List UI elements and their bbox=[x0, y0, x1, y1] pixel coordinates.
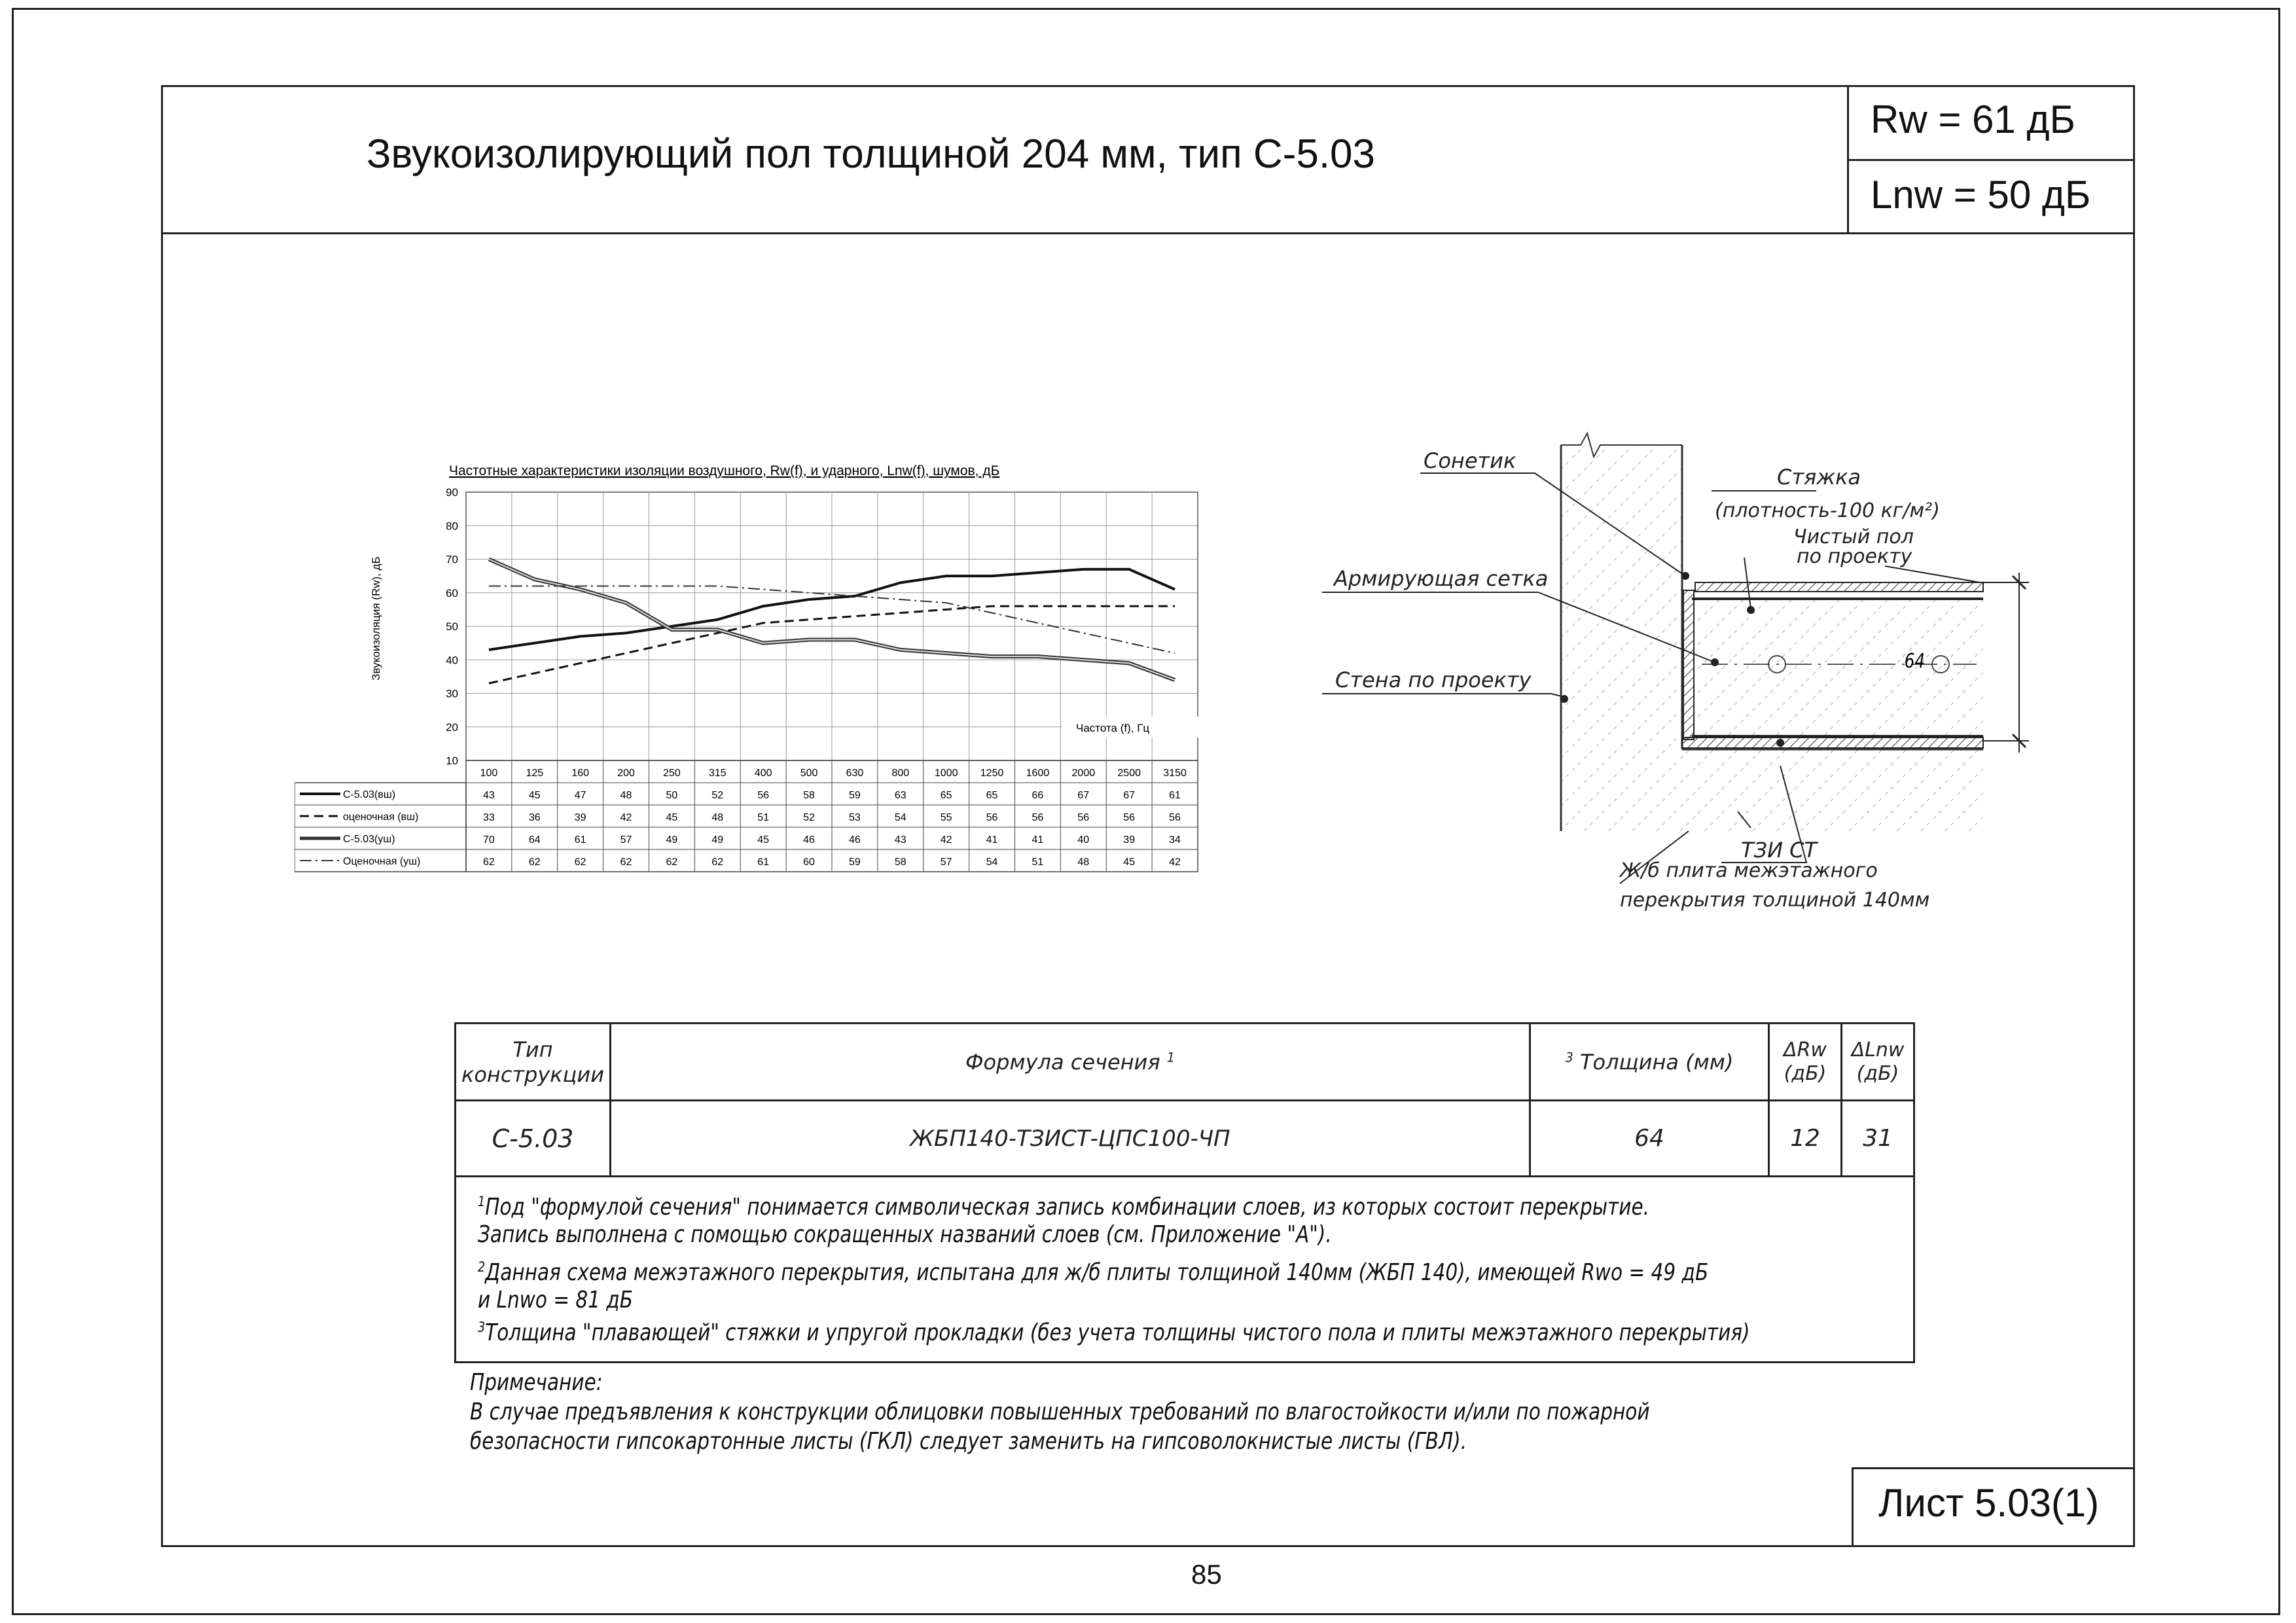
y-tick-label: 80 bbox=[446, 520, 458, 533]
data-label: 56 bbox=[986, 812, 998, 823]
data-label: 56 bbox=[1077, 812, 1090, 823]
data-label: 61 bbox=[1169, 789, 1181, 801]
finish-floor bbox=[1695, 582, 1983, 592]
y-tick-label: 70 bbox=[446, 553, 458, 566]
page-title: Звукоизолирующий пол толщиной 204 мм, тип С-5.03 bbox=[367, 132, 1376, 177]
x-tick-label: 1250 bbox=[980, 767, 1004, 779]
x-tick-label: 160 bbox=[571, 767, 590, 779]
label-density: (плотность-100 кг/м²) bbox=[1715, 499, 1940, 522]
rw-value: Rw = 61 дБ bbox=[1871, 98, 2075, 141]
dimension-lines bbox=[1983, 573, 2029, 753]
data-label: 67 bbox=[1123, 789, 1136, 801]
header-type-line1: Тип bbox=[512, 1037, 553, 1062]
data-label: 62 bbox=[483, 856, 495, 868]
remark-heading: Примечание: bbox=[470, 1369, 603, 1396]
data-label: 61 bbox=[574, 834, 586, 846]
data-label: 57 bbox=[620, 834, 632, 846]
data-label: 50 bbox=[666, 789, 678, 801]
y-tick-label: 30 bbox=[446, 687, 458, 700]
data-label: 62 bbox=[711, 856, 724, 868]
header-drw bbox=[1769, 1024, 1842, 1101]
x-tick-label: 500 bbox=[800, 767, 818, 779]
cell-formula: ЖБП140-ТЗИСТ-ЦПС100-ЧП bbox=[611, 1101, 1530, 1177]
page-number: 85 bbox=[1191, 1559, 1222, 1590]
header-formula bbox=[611, 1024, 1530, 1101]
data-label: 48 bbox=[1077, 856, 1090, 868]
data-label: 42 bbox=[940, 834, 952, 846]
x-tick-label: 1600 bbox=[1026, 767, 1050, 779]
data-label: 49 bbox=[666, 834, 678, 846]
note-1-mark: 1 bbox=[478, 1194, 486, 1210]
data-label: 45 bbox=[528, 789, 541, 801]
data-label: 58 bbox=[894, 856, 906, 868]
data-label: 39 bbox=[574, 812, 586, 823]
cell-thickness: 64 bbox=[1530, 1101, 1769, 1177]
data-label: 56 bbox=[1031, 812, 1044, 823]
header-type-line2: конструкции bbox=[461, 1061, 604, 1087]
data-label: 62 bbox=[620, 856, 632, 868]
header-thickness bbox=[1530, 1024, 1769, 1101]
footnotes bbox=[478, 1186, 1750, 1349]
data-label: 41 bbox=[986, 834, 998, 846]
sheet-number: Лист 5.03(1) bbox=[1878, 1481, 2100, 1525]
data-label: 43 bbox=[894, 834, 906, 846]
x-tick-label: 630 bbox=[846, 767, 864, 779]
chart-title: Частотные характеристики изоляции воздушного, Rw(f), и ударного, Lnw(f), шумов, дБ bbox=[449, 463, 1000, 478]
data-label: 34 bbox=[1169, 834, 1181, 846]
data-label: 52 bbox=[711, 789, 724, 801]
note-1b: Запись выполнена с помощью сокращенных названий слоев (см. Приложение "А"). bbox=[478, 1221, 1332, 1248]
x-tick-label: 800 bbox=[891, 767, 910, 779]
data-label: 46 bbox=[849, 834, 861, 846]
rw-divider bbox=[1847, 159, 2135, 161]
leader-wall bbox=[1322, 694, 1564, 697]
label-wall: Стена по проекту bbox=[1335, 668, 1532, 692]
data-label: 64 bbox=[528, 834, 541, 846]
chart-x-label: Частота (f), Гц bbox=[1076, 722, 1150, 734]
data-label: 41 bbox=[1031, 834, 1044, 846]
legend-label-2: С-5.03(уш) bbox=[343, 834, 395, 846]
dot-screed bbox=[1747, 606, 1755, 614]
data-label: 40 bbox=[1077, 834, 1090, 846]
data-label: 65 bbox=[986, 789, 998, 801]
dot-mesh bbox=[1711, 658, 1719, 666]
data-label: 54 bbox=[986, 856, 998, 868]
data-label: 46 bbox=[803, 834, 815, 846]
data-label: 67 bbox=[1077, 789, 1090, 801]
data-label: 52 bbox=[803, 812, 815, 823]
data-label: 51 bbox=[757, 812, 770, 823]
header-drw-line1: ΔRw bbox=[1784, 1038, 1827, 1061]
data-label: 61 bbox=[757, 856, 770, 868]
y-tick-label: 90 bbox=[446, 486, 458, 499]
data-label: 65 bbox=[940, 789, 952, 801]
chart-data-table bbox=[295, 760, 1198, 872]
data-label: 42 bbox=[620, 812, 632, 823]
frequency-chart bbox=[295, 452, 1211, 883]
concrete-slab bbox=[1682, 749, 1983, 831]
screed bbox=[1695, 599, 1983, 736]
legend-label-3: Оценочная (уш) bbox=[343, 856, 421, 868]
x-tick-label: 200 bbox=[617, 767, 635, 779]
cell-type: С-5.03 bbox=[456, 1101, 611, 1177]
note-2-mark: 2 bbox=[478, 1259, 486, 1275]
dimension-64: 64 bbox=[1904, 650, 1926, 673]
x-tick-label: 1000 bbox=[934, 767, 958, 779]
data-label: 66 bbox=[1031, 789, 1044, 801]
note-3-mark: 3 bbox=[478, 1319, 486, 1336]
y-tick-label: 50 bbox=[446, 620, 458, 633]
header-thickness-note: 3 bbox=[1565, 1049, 1573, 1065]
data-label: 48 bbox=[620, 789, 632, 801]
x-tick-label: 250 bbox=[663, 767, 681, 779]
label-floor-2: по проекту bbox=[1797, 545, 1912, 568]
data-label: 58 bbox=[803, 789, 815, 801]
x-tick-label: 315 bbox=[708, 767, 726, 779]
label-styazhka: Стяжка bbox=[1777, 465, 1861, 490]
note-2a-text: Данная схема межэтажного перекрытия, испытана для ж/б плиты толщиной 140мм (ЖБП 140), имеющей Rwo = 49 дБ bbox=[485, 1259, 1709, 1286]
legend-label-1: оценочная (вш) bbox=[343, 812, 419, 823]
data-label: 39 bbox=[1123, 834, 1136, 846]
data-label: 62 bbox=[528, 856, 541, 868]
remark-line-1: В случае предъявления к конструкции облицовки повышенных требований по влагостойкости и/или по пожарной bbox=[470, 1399, 1650, 1425]
data-label: 53 bbox=[849, 812, 861, 823]
dot-sonetik bbox=[1681, 572, 1689, 580]
header-dlnw-line2: (дБ) bbox=[1856, 1061, 1899, 1085]
data-label: 54 bbox=[894, 812, 906, 823]
header-formula-text: Формула сечения bbox=[965, 1049, 1160, 1075]
data-label: 43 bbox=[483, 789, 495, 801]
data-label: 62 bbox=[666, 856, 678, 868]
data-label: 33 bbox=[483, 812, 495, 823]
data-label: 55 bbox=[940, 812, 952, 823]
note-1a-text: Под "формулой сечения" понимается символическая запись комбинации слоев, из которых состоит перекрытие. bbox=[485, 1194, 1649, 1221]
note-2b: и Lnwo = 81 дБ bbox=[478, 1287, 634, 1313]
data-label: 63 bbox=[894, 789, 906, 801]
y-tick-label: 10 bbox=[446, 755, 458, 767]
sonetik-layer bbox=[1683, 590, 1694, 740]
data-label: 56 bbox=[1123, 812, 1136, 823]
label-mesh: Армирующая сетка bbox=[1334, 566, 1549, 591]
dot-tzi bbox=[1776, 739, 1784, 747]
x-tick-label: 100 bbox=[480, 767, 498, 779]
header-dlnw bbox=[1842, 1024, 1914, 1101]
label-sonetik: Сонетик bbox=[1424, 448, 1516, 473]
dot-wall bbox=[1560, 695, 1568, 703]
header-formula-note: 1 bbox=[1166, 1049, 1175, 1065]
data-label: 45 bbox=[757, 834, 770, 846]
chart-y-label: Звукоизоляция (Rw), дБ bbox=[370, 556, 382, 681]
header-divider bbox=[161, 232, 2135, 234]
data-label: 57 bbox=[940, 856, 952, 868]
floor-section-diagram bbox=[1322, 419, 2062, 929]
data-label: 45 bbox=[1123, 856, 1136, 868]
remark-line-2: безопасности гипсокартонные листы (ГКЛ) следует заменить на гипсоволокнистые листы (ГВЛ). bbox=[470, 1428, 1467, 1455]
cell-dlnw: 31 bbox=[1842, 1101, 1914, 1177]
data-label: 42 bbox=[1169, 856, 1181, 868]
data-label: 36 bbox=[528, 812, 541, 823]
data-label: 56 bbox=[1169, 812, 1181, 823]
note-3 bbox=[478, 1311, 1750, 1349]
tzi-layer bbox=[1682, 738, 1983, 748]
data-label: 51 bbox=[1031, 856, 1044, 868]
x-tick-label: 400 bbox=[754, 767, 772, 779]
data-label: 59 bbox=[849, 856, 861, 868]
data-label: 62 bbox=[574, 856, 586, 868]
note-2a bbox=[478, 1251, 1750, 1289]
lnw-value: Lnw = 50 дБ bbox=[1871, 173, 2091, 217]
x-tick-label: 125 bbox=[526, 767, 544, 779]
x-tick-label: 2000 bbox=[1071, 767, 1096, 779]
leader-floor bbox=[1885, 566, 1980, 582]
header-dlnw-line1: ΔLnw bbox=[1851, 1038, 1905, 1061]
data-label: 45 bbox=[666, 812, 678, 823]
data-label: 49 bbox=[711, 834, 724, 846]
x-tick-label: 2500 bbox=[1117, 767, 1141, 779]
data-label: 47 bbox=[574, 789, 586, 801]
note-3-text: Толщина "плавающей" стяжки и упругой прокладки (без учета толщины чистого пола и плиты межэтажного перекрытия) bbox=[485, 1319, 1750, 1346]
header-type bbox=[456, 1024, 611, 1101]
chart-y-ticks bbox=[446, 486, 458, 767]
data-label: 60 bbox=[803, 856, 815, 868]
label-tzi: ТЗИ СТ bbox=[1741, 838, 1818, 863]
label-slab-2: перекрытия толщиной 140мм bbox=[1620, 889, 1930, 912]
y-tick-label: 40 bbox=[446, 654, 458, 667]
label-slab-1: Ж/б плита межэтажного bbox=[1620, 859, 1878, 882]
y-tick-label: 20 bbox=[446, 721, 458, 734]
header-thickness-text: Толщина (мм) bbox=[1579, 1049, 1734, 1075]
data-label: 70 bbox=[483, 834, 495, 846]
data-label: 59 bbox=[849, 789, 861, 801]
data-label: 56 bbox=[757, 789, 770, 801]
cell-drw: 12 bbox=[1769, 1101, 1842, 1177]
label-floor-1: Чистый пол bbox=[1793, 526, 1914, 548]
x-tick-label: 3150 bbox=[1163, 767, 1187, 779]
remark-block bbox=[470, 1368, 1650, 1456]
y-tick-label: 60 bbox=[446, 586, 458, 599]
header-drw-line2: (дБ) bbox=[1784, 1061, 1827, 1085]
legend-label-0: С-5.03(вш) bbox=[343, 789, 396, 801]
data-label: 48 bbox=[711, 812, 724, 823]
